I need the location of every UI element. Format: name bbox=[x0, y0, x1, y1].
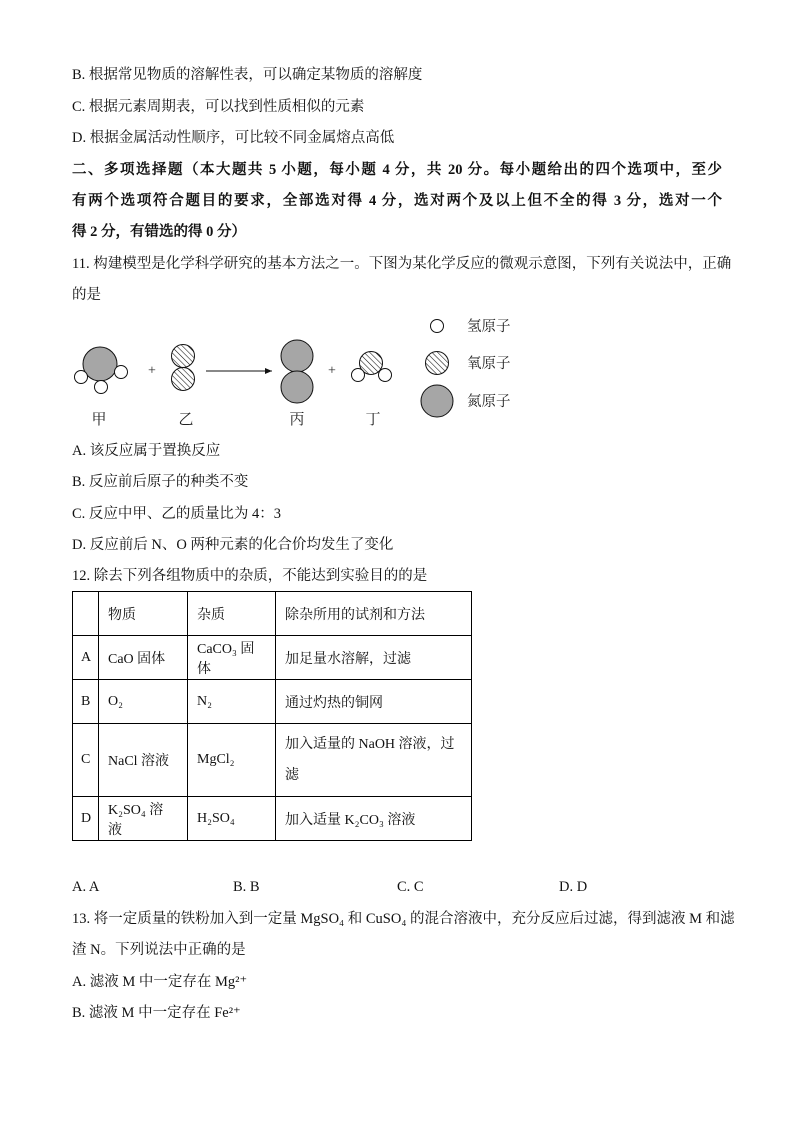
table-cell: MgCl₂ bbox=[188, 724, 276, 797]
nitrogen-atom bbox=[281, 371, 313, 403]
table-row bbox=[73, 724, 472, 797]
q12-option-c: C. C bbox=[397, 879, 424, 895]
table-header-cell: 杂质 bbox=[188, 592, 276, 636]
legend bbox=[421, 318, 511, 417]
table-cell: 通过灼热的铜网 bbox=[276, 680, 472, 724]
table-cell: D bbox=[73, 797, 99, 841]
q10-option-d: D. 根据金属活动性顺序，可比较不同金属熔点高低 bbox=[72, 130, 395, 146]
oxygen-atom bbox=[172, 368, 195, 391]
legend-nitrogen-label: 氮原子 bbox=[467, 394, 511, 410]
section-heading-line-1: 二、多项选择题（本大题共 5 小题，每小题 4 分，共 20 分。每小题给出的四个选项中，至少 bbox=[72, 162, 722, 178]
q11-option-b: B. 反应前后原子的种类不变 bbox=[72, 474, 249, 490]
q11-option-a: A. 该反应属于置换反应 bbox=[72, 443, 221, 459]
reaction-diagram bbox=[60, 305, 540, 440]
hydrogen-atom bbox=[352, 369, 365, 382]
table-cell: O₂ bbox=[99, 680, 188, 724]
oxygen-atom bbox=[172, 345, 195, 368]
table-header-cell: 除杂所用的试剂和方法 bbox=[276, 592, 472, 636]
table-cell: 加入适量的 NaOH 溶液，过滤 bbox=[276, 724, 472, 797]
table-header-cell: 物质 bbox=[99, 592, 188, 636]
purification-table bbox=[72, 591, 472, 841]
table-cell: CaO 固体 bbox=[99, 636, 188, 680]
legend-oxygen-label: 氧原子 bbox=[467, 356, 511, 372]
table-cell: 加入适量 K₂CO₃ 溶液 bbox=[276, 797, 472, 841]
table-row bbox=[73, 636, 472, 680]
q12-option-d: D. D bbox=[559, 879, 588, 895]
table-cell: N₂ bbox=[188, 680, 276, 724]
label-ding: 丁 bbox=[365, 412, 381, 428]
q10-option-c: C. 根据元素周期表，可以找到性质相似的元素 bbox=[72, 99, 365, 115]
hydrogen-atom bbox=[75, 371, 88, 384]
q12-stem: 12. 除去下列各组物质中的杂质，不能达到实验目的的是 bbox=[72, 568, 428, 584]
q11-option-c: C. 反应中甲、乙的质量比为 4：3 bbox=[72, 506, 282, 522]
table-cell: 加足量水溶解，过滤 bbox=[276, 636, 472, 680]
q12-option-a: A. A bbox=[72, 879, 100, 895]
hydrogen-atom bbox=[95, 381, 108, 394]
label-bing: 丙 bbox=[289, 412, 305, 428]
plus-sign: + bbox=[328, 363, 336, 379]
legend-oxygen-icon bbox=[426, 352, 449, 375]
table-cell: NaCl 溶液 bbox=[99, 724, 188, 797]
molecule-ding bbox=[352, 352, 392, 382]
q11-stem-line-2: 的是 bbox=[72, 287, 101, 303]
q13-stem-line-2: 渣 N。下列说法中正确的是 bbox=[72, 942, 246, 958]
label-jia: 甲 bbox=[91, 412, 107, 428]
q13-option-a: A. 滤液 M 中一定存在 Mg²⁺ bbox=[72, 974, 248, 990]
table-row bbox=[73, 797, 472, 841]
legend-hydrogen-icon bbox=[431, 320, 444, 333]
q12-option-b: B. B bbox=[233, 879, 260, 895]
hydrogen-atom bbox=[379, 369, 392, 382]
table-header-row bbox=[73, 592, 472, 636]
table-cell: A bbox=[73, 636, 99, 680]
table-cell: H₂SO₄ bbox=[188, 797, 276, 841]
table-row bbox=[73, 680, 472, 724]
table-cell: CaCO₃ 固体 bbox=[188, 636, 276, 680]
table-header-cell bbox=[73, 592, 99, 636]
label-yi: 乙 bbox=[178, 412, 194, 428]
q13-stem-line-1: 13. 将一定质量的铁粉加入到一定量 MgSO₄ 和 CuSO₄ 的混合溶液中，充分反应后过滤，得到滤液 M 和滤 bbox=[72, 911, 735, 927]
nitrogen-atom bbox=[83, 347, 117, 381]
table-cell: C bbox=[73, 724, 99, 797]
section-heading-line-3: 得 2 分，有错选的得 0 分） bbox=[72, 224, 246, 240]
nitrogen-atom bbox=[281, 340, 313, 372]
section-heading-line-2: 有两个选项符合题目的要求，全部选对得 4 分，选对两个及以上但不全的得 3 分，选对一个 bbox=[72, 193, 722, 209]
legend-nitrogen-icon bbox=[421, 385, 453, 417]
legend-hydrogen-label: 氢原子 bbox=[467, 319, 511, 335]
molecule-jia bbox=[75, 347, 128, 394]
table-cell: B bbox=[73, 680, 99, 724]
table-cell: K₂SO₄ 溶液 bbox=[99, 797, 188, 841]
molecule-bing bbox=[281, 340, 313, 403]
q11-stem-line-1: 11. 构建模型是化学科学研究的基本方法之一。下图为某化学反应的微观示意图，下列有关说法中，正确 bbox=[72, 256, 732, 272]
q13-option-b: B. 滤液 M 中一定存在 Fe²⁺ bbox=[72, 1005, 241, 1021]
q11-option-d: D. 反应前后 N、O 两种元素的化合价均发生了变化 bbox=[72, 537, 394, 553]
molecule-yi bbox=[172, 345, 195, 391]
hydrogen-atom bbox=[115, 366, 128, 379]
q10-option-b: B. 根据常见物质的溶解性表，可以确定某物质的溶解度 bbox=[72, 67, 423, 83]
plus-sign: + bbox=[148, 363, 156, 379]
